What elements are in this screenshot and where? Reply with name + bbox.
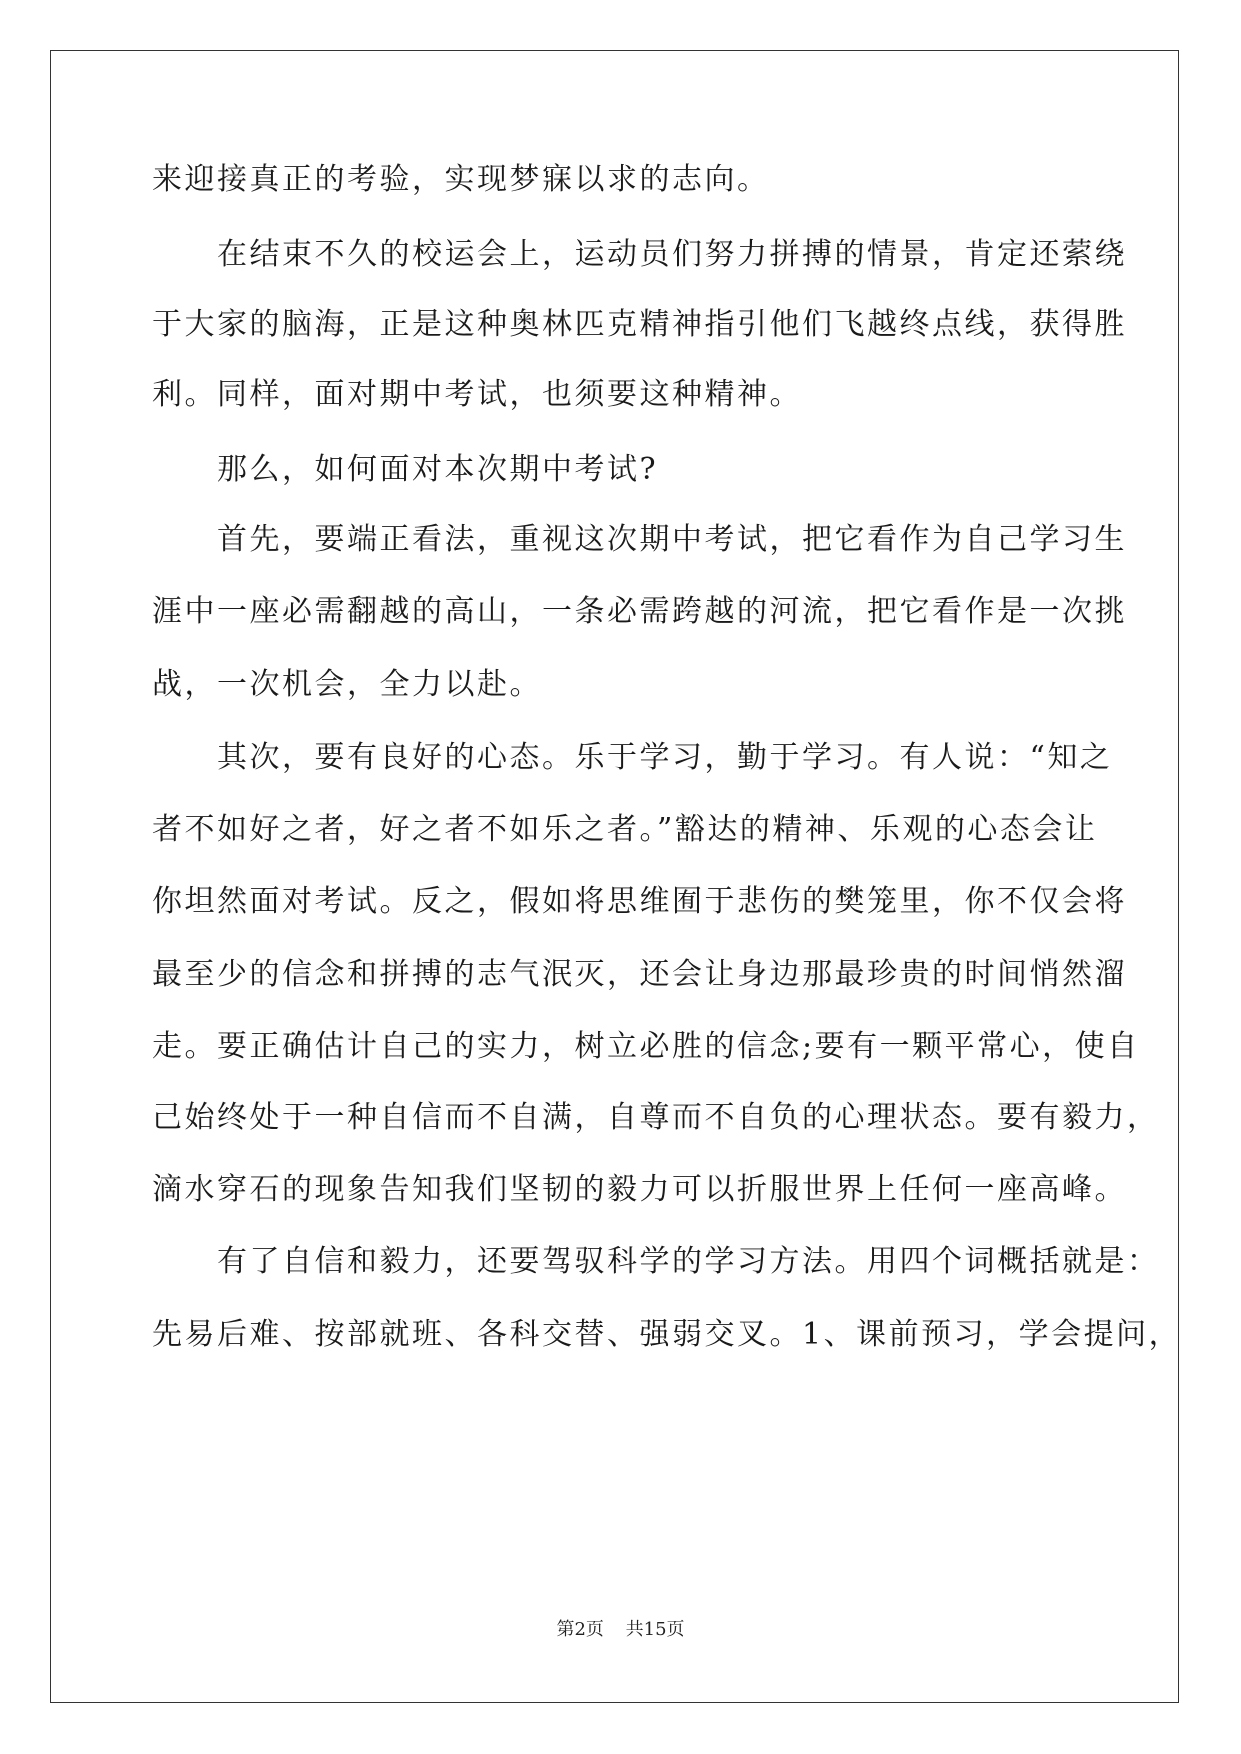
- text-line: 走。要正确估计自己的实力，树立必胜的信念;要有一颗平常心，使自: [152, 1029, 1140, 1064]
- text-line: 滴水穿石的现象告知我们坚韧的毅力可以折服世界上任何一座高峰。: [152, 1172, 1127, 1207]
- text-line: 者不如好之者，好之者不如乐之者。”豁达的精神、乐观的心态会让: [152, 812, 1098, 847]
- text-line: 战，一次机会，全力以赴。: [152, 667, 542, 702]
- page-border: [50, 50, 1182, 1703]
- text-line: 来迎接真正的考验，实现梦寐以求的志向。: [152, 162, 770, 197]
- text-line: 己始终处于一种自信而不自满，自尊而不自负的心理状态。要有毅力，: [152, 1100, 1160, 1135]
- text-line: 在结束不久的校运会上，运动员们努力拼搏的情景，肯定还萦绕: [152, 237, 1127, 272]
- page-total: 共15页: [625, 1619, 685, 1640]
- text-line: 先易后难、按部就班、各科交替、强弱交叉。1、课前预习，学会提问，: [152, 1317, 1182, 1352]
- text-line: 有了自信和毅力，还要驾驭科学的学习方法。用四个词概括就是：: [152, 1244, 1160, 1279]
- text-line: 于大家的脑海，正是这种奥林匹克精神指引他们飞越终点线，获得胜: [152, 307, 1127, 342]
- text-line: 你坦然面对考试。反之，假如将思维囿于悲伤的樊笼里，你不仅会将: [152, 884, 1127, 919]
- page-number: 第2页: [556, 1619, 604, 1640]
- text-line: 最至少的信念和拼搏的志气泯灭，还会让身边那最珍贵的时间悄然溜: [152, 957, 1127, 992]
- text-line: 利。同样，面对期中考试，也须要这种精神。: [152, 377, 802, 412]
- text-line: 首先，要端正看法，重视这次期中考试，把它看作为自己学习生: [152, 522, 1127, 557]
- text-line: 涯中一座必需翻越的高山，一条必需跨越的河流，把它看作是一次挑: [152, 594, 1127, 629]
- page-footer: [0, 1615, 1241, 1641]
- text-line: 其次，要有良好的心态。乐于学习，勤于学习。有人说：“知之: [152, 740, 1113, 775]
- text-line: 那么，如何面对本次期中考试?: [152, 452, 659, 487]
